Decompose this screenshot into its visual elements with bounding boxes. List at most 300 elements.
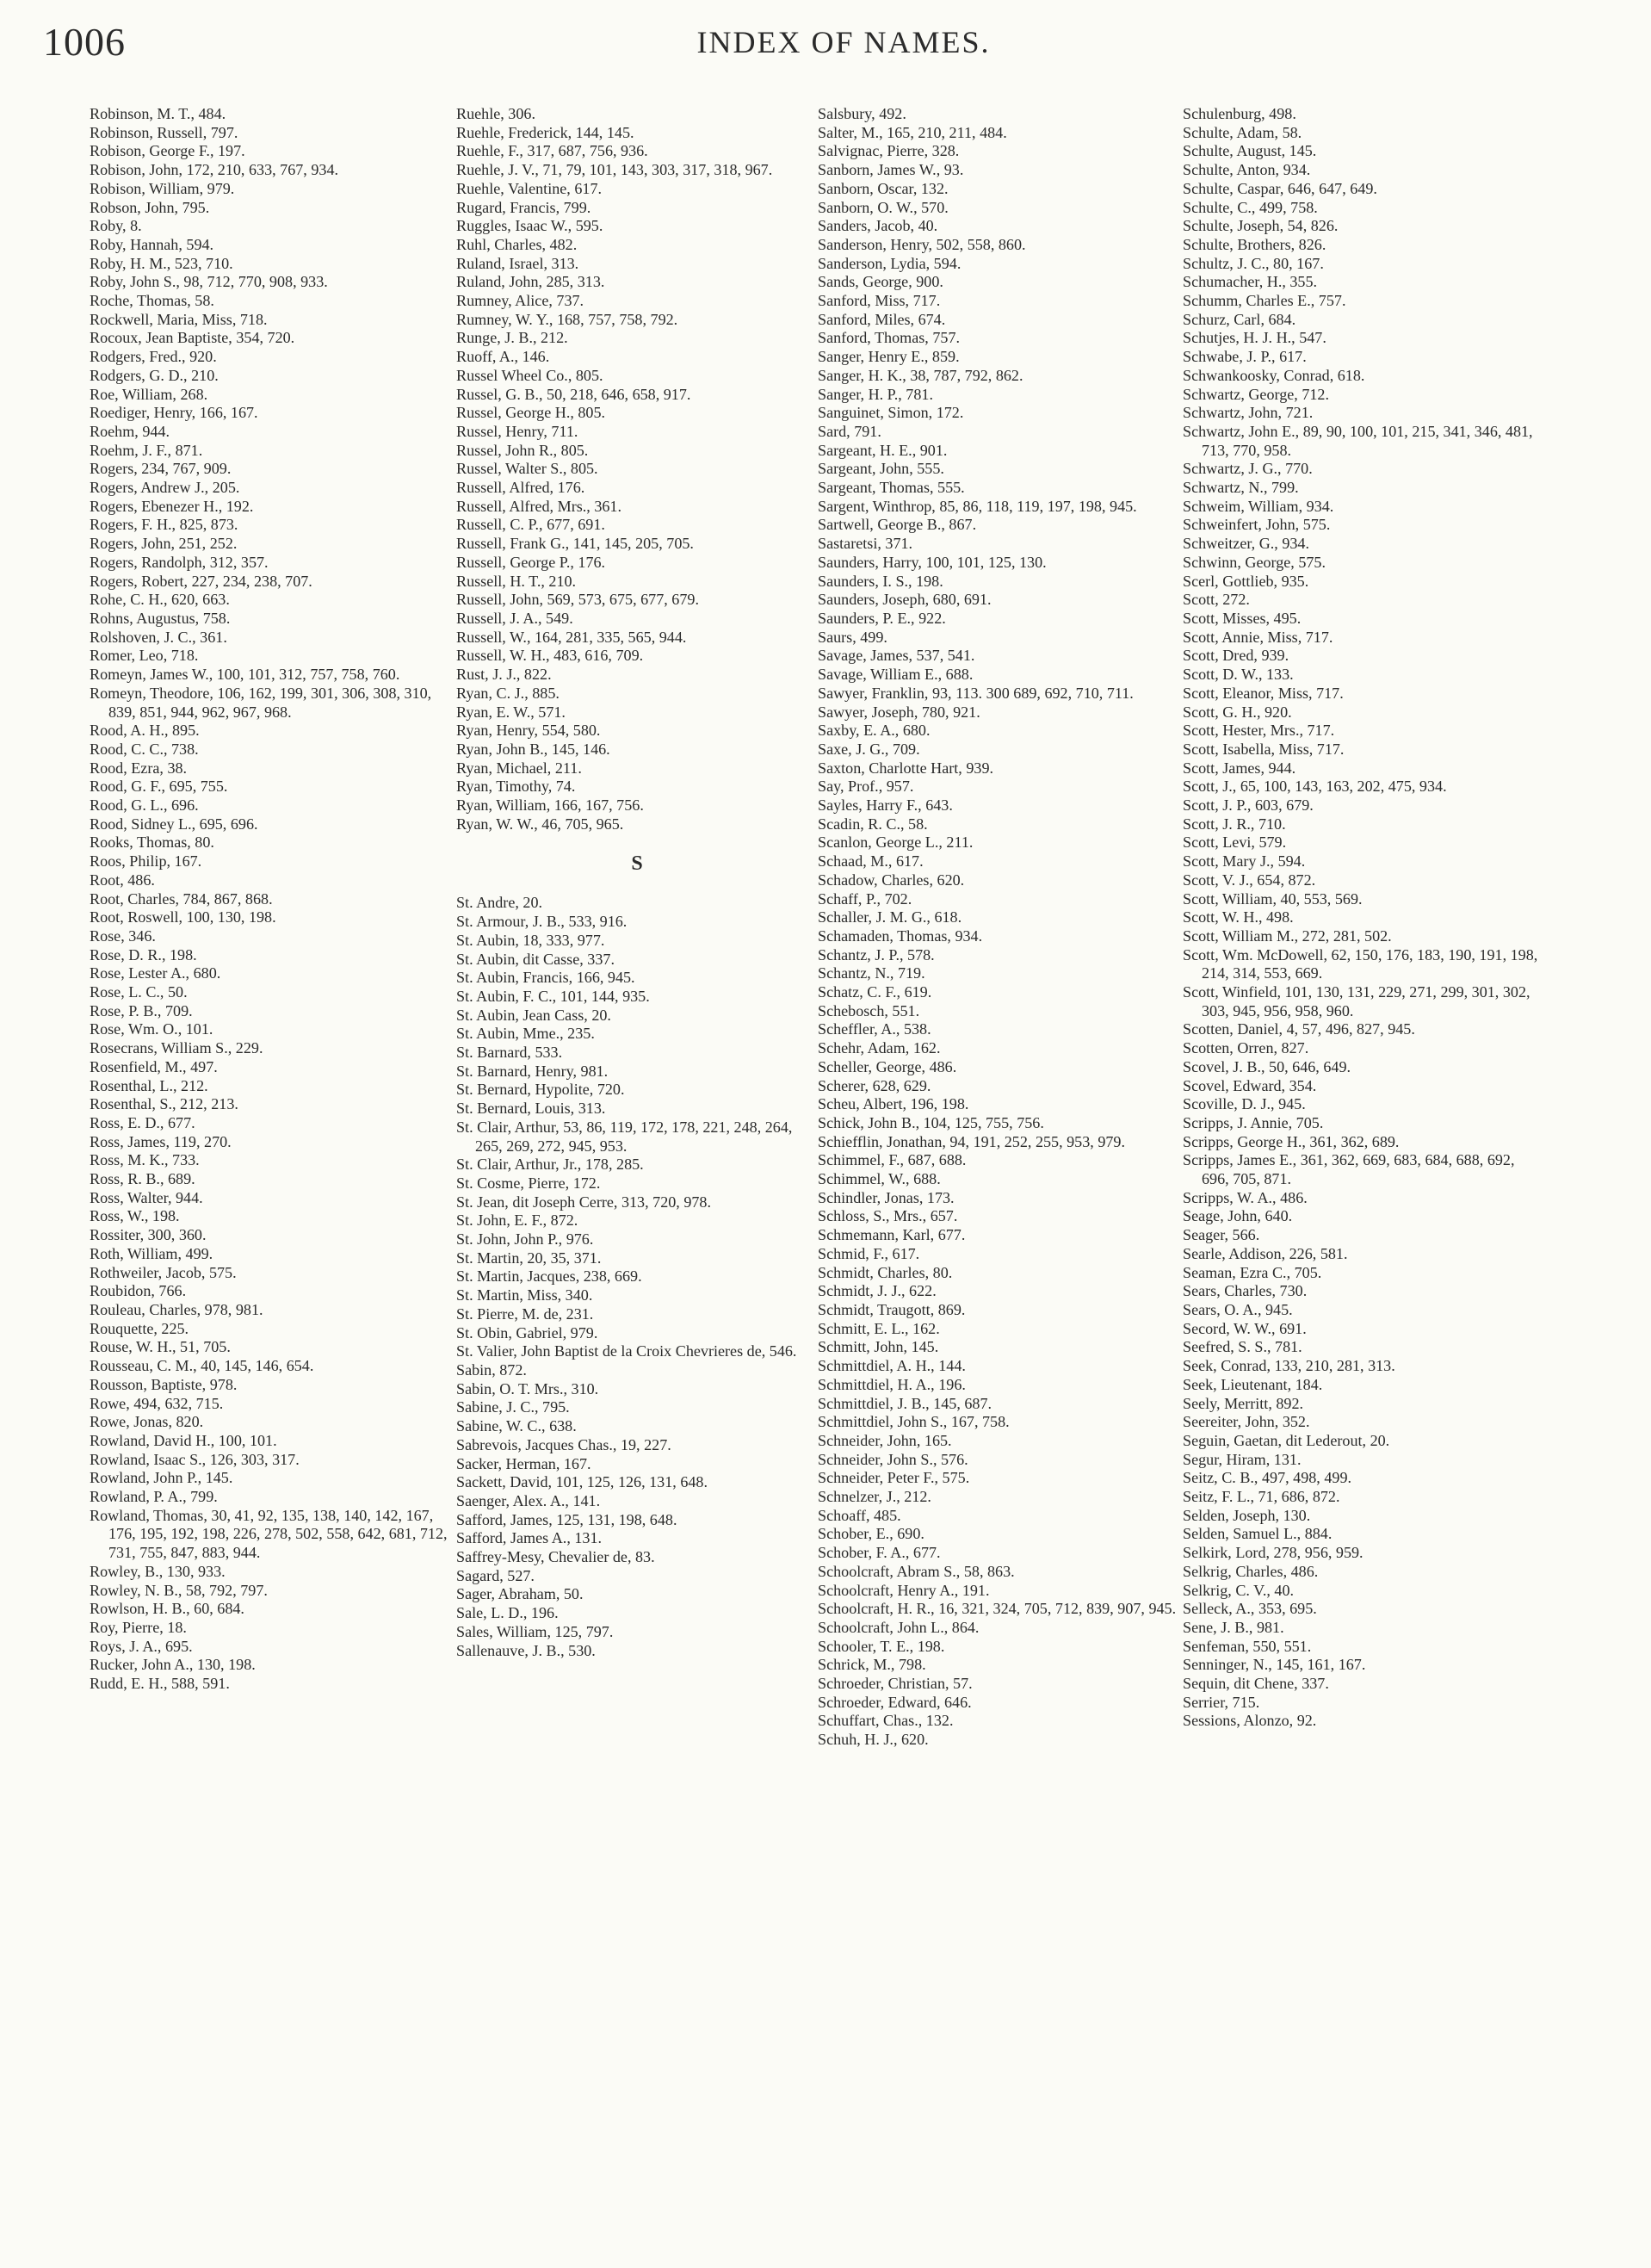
index-entry: Rowe, Jonas, 820. xyxy=(90,1413,204,1431)
index-entry: Schweim, William, 934. xyxy=(1183,497,1334,515)
index-entry: Schehr, Adam, 162. xyxy=(818,1039,941,1057)
index-entry: St. Clair, Arthur, Jr., 178, 285. xyxy=(456,1156,644,1174)
index-entry: Rowland, P. A., 799. xyxy=(90,1488,218,1506)
index-entry: Roos, Philip, 167. xyxy=(90,852,202,871)
index-entry: Scott, G. H., 920. xyxy=(1183,703,1292,721)
index-entry: Schwartz, John, 721. xyxy=(1183,404,1314,422)
index-entry: Ruehle, Frederick, 144, 145. xyxy=(456,123,634,141)
index-entry: Seage, John, 640. xyxy=(1183,1207,1293,1225)
index-entry: Scovel, J. B., 50, 646, 649. xyxy=(1183,1057,1351,1075)
index-entry: St. Aubin, 18, 333, 977. xyxy=(456,931,605,949)
index-entry: Russel Wheel Co., 805. xyxy=(456,366,603,384)
index-entry: Rockwell, Maria, Miss, 718. xyxy=(90,310,268,328)
index-entry: Scripps, George H., 361, 362, 689. xyxy=(1183,1132,1400,1150)
index-entry: Schloss, S., Mrs., 657. xyxy=(818,1207,958,1225)
index-entry: Scott, Wm. McDowell, 62, 150, 176, 183, 190, 191, 198, 214, 314, 553, 669. xyxy=(1183,945,1538,982)
index-entry: Russell, Frank G., 141, 145, 205, 705. xyxy=(456,535,694,553)
index-entry: Schweitzer, G., 934. xyxy=(1183,535,1310,553)
index-entry: Schmid, F., 617. xyxy=(818,1244,920,1262)
index-entry: Rowe, 494, 632, 715. xyxy=(90,1394,224,1412)
index-entry: Schadow, Charles, 620. xyxy=(818,871,965,889)
index-entry: Roe, William, 268. xyxy=(90,385,208,403)
index-entry: Schamaden, Thomas, 934. xyxy=(818,926,983,945)
index-entry: Schwankoosky, Conrad, 618. xyxy=(1183,366,1365,384)
index-entry: Rowlson, H. B., 60, 684. xyxy=(90,1600,244,1618)
index-entry: St. Pierre, M. de, 231. xyxy=(456,1304,594,1323)
index-entry: Schroeder, Christian, 57. xyxy=(818,1675,973,1693)
index-entry: Rodgers, Fred., 920. xyxy=(90,348,217,366)
index-entry: Segur, Hiram, 131. xyxy=(1183,1450,1302,1468)
index-entry: Scotten, Daniel, 4, 57, 496, 827, 945. xyxy=(1183,1020,1415,1038)
index-entry: Schroeder, Edward, 646. xyxy=(818,1693,972,1711)
index-entry: Russell, J. A., 549. xyxy=(456,609,573,627)
index-entry: Rossiter, 300, 360. xyxy=(90,1226,207,1244)
index-entry: Salsbury, 492. xyxy=(818,105,906,122)
index-entry: Russel, George H., 805. xyxy=(456,404,606,422)
index-entry: Romer, Leo, 718. xyxy=(90,647,199,665)
index-entry: Rodgers, G. D., 210. xyxy=(90,366,219,384)
index-entry: Sanger, H. K., 38, 787, 792, 862. xyxy=(818,366,1023,384)
index-entry: Schwinn, George, 575. xyxy=(1183,553,1326,571)
index-entry: St. Aubin, Francis, 166, 945. xyxy=(456,969,635,987)
index-entry: Sayles, Harry F., 643. xyxy=(818,796,953,815)
index-entry: Schober, F. A., 677. xyxy=(818,1544,941,1562)
index-entry: Schiefflin, Jonathan, 94, 191, 252, 255, 953, 979. xyxy=(818,1132,1125,1150)
index-entry: St. Martin, 20, 35, 371. xyxy=(456,1249,602,1267)
index-entry: Rugard, Francis, 799. xyxy=(456,198,591,216)
index-entry: Scherer, 628, 629. xyxy=(818,1076,931,1094)
index-entry: Sager, Abraham, 50. xyxy=(456,1585,584,1603)
index-entry: Saunders, I. S., 198. xyxy=(818,572,943,590)
index-entry: Seely, Merritt, 892. xyxy=(1183,1394,1304,1412)
index-entry: Saunders, Harry, 100, 101, 125, 130. xyxy=(818,553,1047,571)
index-entry: Ruoff, A., 146. xyxy=(456,348,550,366)
index-entry: Schatz, C. F., 619. xyxy=(818,983,932,1001)
index-entry: Roby, Hannah, 594. xyxy=(90,235,214,253)
index-entry: Sagard, 527. xyxy=(456,1566,535,1584)
index-entry: Scott, J. P., 603, 679. xyxy=(1183,796,1314,815)
index-entry: Russell, H. T., 210. xyxy=(456,572,577,590)
index-entry: Ruehle, J. V., 71, 79, 101, 143, 303, 317, 318, 967. xyxy=(456,161,773,179)
index-entry: Rosenfield, M., 497. xyxy=(90,1057,218,1075)
index-entry: Ross, M. K., 733. xyxy=(90,1151,200,1169)
index-entry: Rose, L. C., 50. xyxy=(90,983,188,1001)
index-entry: Schimmel, W., 688. xyxy=(818,1170,941,1188)
index-entry: Sears, O. A., 945. xyxy=(1183,1301,1293,1318)
index-entry: Schweinfert, John, 575. xyxy=(1183,516,1331,534)
index-entry: Schmittdiel, A. H., 144. xyxy=(818,1357,966,1375)
index-entry: Ryan, John B., 145, 146. xyxy=(456,740,610,758)
index-entry: Rose, P. B., 709. xyxy=(90,1001,193,1019)
index-entry: Russel, Walter S., 805. xyxy=(456,460,598,478)
index-entry: Seager, 566. xyxy=(1183,1226,1260,1244)
index-entry: Seitz, C. B., 497, 498, 499. xyxy=(1183,1469,1352,1487)
index-entry: Sacker, Herman, 167. xyxy=(456,1454,591,1472)
index-entry: Sands, George, 900. xyxy=(818,273,943,291)
index-entry: Scerl, Gottlieb, 935. xyxy=(1183,572,1309,590)
index-entry: Schrick, M., 798. xyxy=(818,1656,926,1674)
index-entry: Russel, G. B., 50, 218, 646, 658, 917. xyxy=(456,385,691,403)
index-entry: Roby, 8. xyxy=(90,217,142,235)
index-entry: Ruggles, Isaac W., 595. xyxy=(456,217,603,235)
index-entry: Scovel, Edward, 354. xyxy=(1183,1076,1317,1094)
index-entry: Schaff, P., 702. xyxy=(818,889,912,908)
index-entry: Sanderson, Lydia, 594. xyxy=(818,254,962,272)
index-entry: Schulenburg, 498. xyxy=(1183,105,1296,122)
index-entry: Schaad, M., 617. xyxy=(818,852,924,871)
index-entry: Root, Charles, 784, 867, 868. xyxy=(90,889,273,908)
index-entry: Saunders, P. E., 922. xyxy=(818,609,946,627)
index-entry: Scott, Winfield, 101, 130, 131, 229, 271, 299, 301, 302, 303, 945, 956, 958, 960. xyxy=(1183,983,1530,1019)
index-entry: Senninger, N., 145, 161, 167. xyxy=(1183,1656,1366,1674)
index-entry: Ross, R. B., 689. xyxy=(90,1170,195,1188)
index-entry: Sastaretsi, 371. xyxy=(818,535,913,553)
index-entry: Schumm, Charles E., 757. xyxy=(1183,292,1346,310)
index-entry: Russel, Henry, 711. xyxy=(456,422,578,440)
index-entry: Seitz, F. L., 71, 686, 872. xyxy=(1183,1488,1340,1506)
index-entry: Russell, W. H., 483, 616, 709. xyxy=(456,647,644,665)
index-column-1 xyxy=(90,105,451,1694)
index-entry: Say, Prof., 957. xyxy=(818,778,914,796)
index-entry: Schulte, C., 499, 758. xyxy=(1183,198,1318,216)
index-entry: Schmidt, Traugott, 869. xyxy=(818,1301,966,1318)
running-title: INDEX OF NAMES. xyxy=(696,25,991,59)
index-entry: Scripps, J. Annie, 705. xyxy=(1183,1113,1324,1131)
index-entry: Schantz, N., 719. xyxy=(818,964,925,982)
index-entry: Ruland, Israel, 313. xyxy=(456,254,579,272)
index-entry: Scoville, D. J., 945. xyxy=(1183,1095,1306,1113)
index-entry: Ryan, C. J., 885. xyxy=(456,684,560,702)
index-entry: Rudd, E. H., 588, 591. xyxy=(90,1675,230,1693)
index-entry: Rucker, John A., 130, 198. xyxy=(90,1656,256,1674)
index-entry: Scott, Misses, 495. xyxy=(1183,609,1302,627)
index-entry: Schulte, Joseph, 54, 826. xyxy=(1183,217,1339,235)
index-entry: Selkrig, Charles, 486. xyxy=(1183,1562,1319,1580)
index-entry: St. Valier, John Baptist de la Croix Chevrieres de, 546. xyxy=(456,1342,797,1360)
index-entry: Scadin, R. C., 58. xyxy=(818,815,928,833)
index-entry: Romeyn, James W., 100, 101, 312, 757, 758, 760. xyxy=(90,666,400,684)
index-entry: St. Martin, Jacques, 238, 669. xyxy=(456,1267,642,1286)
index-entry: Schooler, T. E., 198. xyxy=(818,1637,945,1655)
index-entry: Robison, George F., 197. xyxy=(90,142,245,160)
index-entry: Schmemann, Karl, 677. xyxy=(818,1226,966,1244)
index-entry: Rosecrans, William S., 229. xyxy=(90,1039,263,1057)
index-entry: Schoolcraft, Abram S., 58, 863. xyxy=(818,1562,1015,1580)
index-entry: Rolshoven, J. C., 361. xyxy=(90,628,227,646)
index-entry: Sanborn, James W., 93. xyxy=(818,161,964,179)
index-entry: Robson, John, 795. xyxy=(90,198,210,216)
index-entry: Schneider, Peter F., 575. xyxy=(818,1469,970,1487)
index-entry: Saffrey-Mesy, Chevalier de, 83. xyxy=(456,1548,655,1566)
index-entry: Serrier, 715. xyxy=(1183,1693,1260,1711)
index-entry: Scripps, James E., 361, 362, 669, 683, 684, 688, 692, 696, 705, 871. xyxy=(1183,1151,1515,1188)
index-entry: Sears, Charles, 730. xyxy=(1183,1282,1308,1300)
index-entry: Rust, J. J., 822. xyxy=(456,666,552,684)
index-entry: St. Andre, 20. xyxy=(456,894,543,912)
index-entry: Rogers, Randolph, 312, 357. xyxy=(90,553,269,571)
index-entry: St. Obin, Gabriel, 979. xyxy=(456,1323,598,1342)
index-entry: St. Bernard, Louis, 313. xyxy=(456,1100,606,1118)
index-entry: Scott, Levi, 579. xyxy=(1183,833,1287,852)
index-entry: Sabrevois, Jacques Chas., 19, 227. xyxy=(456,1435,671,1453)
index-entry: Roche, Thomas, 58. xyxy=(90,292,214,310)
index-entry: Scott, William, 40, 553, 569. xyxy=(1183,889,1363,908)
index-entry: Sartwell, George B., 867. xyxy=(818,516,977,534)
index-entry: Schulte, August, 145. xyxy=(1183,142,1317,160)
index-entry: Scott, Isabella, Miss, 717. xyxy=(1183,740,1345,758)
index-entry: Sawyer, Joseph, 780, 921. xyxy=(818,703,980,721)
index-entry: Schober, E., 690. xyxy=(818,1525,924,1543)
index-entry: Schoolcraft, H. R., 16, 321, 324, 705, 712, 839, 907, 945. xyxy=(818,1600,1177,1618)
index-entry: Sene, J. B., 981. xyxy=(1183,1618,1284,1636)
index-entry: Schwartz, N., 799. xyxy=(1183,479,1299,497)
index-entry: Schuffart, Chas., 132. xyxy=(818,1712,954,1730)
index-entry: Safford, James A., 131. xyxy=(456,1529,603,1547)
index-entry: Scott, Dred, 939. xyxy=(1183,647,1289,665)
index-entry: Scott, Hester, Mrs., 717. xyxy=(1183,722,1335,740)
index-entry: Sanborn, O. W., 570. xyxy=(818,198,949,216)
index-entry: Robison, William, 979. xyxy=(90,179,235,197)
index-entry: Rood, G. F., 695, 755. xyxy=(90,778,228,796)
index-entry: Rooks, Thomas, 80. xyxy=(90,833,214,852)
index-entry: Sanger, H. P., 781. xyxy=(818,385,933,403)
index-entry: Seek, Lieutenant, 184. xyxy=(1183,1375,1323,1393)
index-entry: Rose, D. R., 198. xyxy=(90,945,197,964)
index-entry: Schultz, J. C., 80, 167. xyxy=(1183,254,1324,272)
index-column-4 xyxy=(1183,105,1544,1731)
index-entry: Roby, H. M., 523, 710. xyxy=(90,254,233,272)
index-entry: Sabine, W. C., 638. xyxy=(456,1417,577,1435)
index-entry: Sequin, dit Chene, 337. xyxy=(1183,1675,1329,1693)
index-entry: Sargeant, John, 555. xyxy=(818,460,944,478)
index-entry: Searle, Addison, 226, 581. xyxy=(1183,1244,1348,1262)
index-entry: Senfeman, 550, 551. xyxy=(1183,1637,1312,1655)
index-entry: Rowley, B., 130, 933. xyxy=(90,1562,226,1580)
index-entry: Roy, Pierre, 18. xyxy=(90,1618,187,1636)
index-entry: St. Aubin, Mme., 235. xyxy=(456,1025,595,1043)
index-entry: Rouleau, Charles, 978, 981. xyxy=(90,1301,263,1318)
index-entry: Selleck, A., 353, 695. xyxy=(1183,1600,1317,1618)
index-entry: Ross, Walter, 944. xyxy=(90,1188,203,1206)
index-entry: Sallenauve, J. B., 530. xyxy=(456,1641,596,1659)
index-entry: Savage, James, 537, 541. xyxy=(818,647,975,665)
index-entry: Sessions, Alonzo, 92. xyxy=(1183,1712,1317,1730)
index-entry: St. Jean, dit Joseph Cerre, 313, 720, 978. xyxy=(456,1193,712,1211)
index-entry: Romeyn, Theodore, 106, 162, 199, 301, 306, 308, 310, 839, 851, 944, 962, 967, 968. xyxy=(90,684,432,721)
index-entry: Saunders, Joseph, 680, 691. xyxy=(818,591,992,609)
index-entry: Ruehle, Valentine, 617. xyxy=(456,179,603,197)
index-entry: Sargent, Winthrop, 85, 86, 118, 119, 197, 198, 945. xyxy=(818,497,1137,515)
index-entry: St. Barnard, Henry, 981. xyxy=(456,1062,609,1080)
index-entry: Scott, Annie, Miss, 717. xyxy=(1183,628,1333,646)
index-entry: St. Cosme, Pierre, 172. xyxy=(456,1174,601,1192)
index-entry: Russell, C. P., 677, 691. xyxy=(456,516,605,534)
index-column-2 xyxy=(456,105,818,1660)
index-entry: Rouquette, 225. xyxy=(90,1319,189,1337)
index-entry: Saurs, 499. xyxy=(818,628,887,646)
index-entry: Rothweiler, Jacob, 575. xyxy=(90,1263,237,1281)
index-entry: Robinson, Russell, 797. xyxy=(90,123,238,141)
index-entry: Scheffler, A., 538. xyxy=(818,1020,931,1038)
index-entry: Scott, Mary J., 594. xyxy=(1183,852,1306,871)
index-entry: St. Martin, Miss, 340. xyxy=(456,1286,593,1304)
index-entry: Saxby, E. A., 680. xyxy=(818,722,931,740)
index-entry: Rohe, C. H., 620, 663. xyxy=(90,591,230,609)
index-entry: Scott, Eleanor, Miss, 717. xyxy=(1183,684,1344,702)
index-entry: Schulte, Brothers, 826. xyxy=(1183,235,1326,253)
index-entry: St. John, E. F., 872. xyxy=(456,1211,578,1230)
index-entry: Ross, E. D., 677. xyxy=(90,1113,195,1131)
index-entry: Schmittdiel, J. B., 145, 687. xyxy=(818,1394,992,1412)
index-entry: Sargeant, H. E., 901. xyxy=(818,441,948,459)
section-letter-heading: S xyxy=(631,852,643,876)
index-entry: Schutjes, H. J. H., 547. xyxy=(1183,329,1326,347)
index-entry: Schulte, Adam, 58. xyxy=(1183,123,1302,141)
index-entry: Rogers, 234, 767, 909. xyxy=(90,460,232,478)
index-entry: Russell, George P., 176. xyxy=(456,553,606,571)
index-entry: Ryan, E. W., 571. xyxy=(456,703,566,721)
index-entry: Roth, William, 499. xyxy=(90,1244,213,1262)
index-entry: Ruehle, F., 317, 687, 756, 936. xyxy=(456,142,648,160)
index-entry: Schoolcraft, John L., 864. xyxy=(818,1618,980,1636)
index-entry: Ryan, Henry, 554, 580. xyxy=(456,722,601,740)
index-entry: Selkrig, C. V., 40. xyxy=(1183,1581,1295,1599)
index-entry: Selden, Samuel L., 884. xyxy=(1183,1525,1333,1543)
index-entry: Schindler, Jonas, 173. xyxy=(818,1188,955,1206)
index-entry: Schulte, Caspar, 646, 647, 649. xyxy=(1183,179,1377,197)
index-entry: Sabin, O. T. Mrs., 310. xyxy=(456,1379,599,1397)
index-entry: Seereiter, John, 352. xyxy=(1183,1413,1310,1431)
index-entry: Scott, 272. xyxy=(1183,591,1250,609)
index-entry: Schmitt, John, 145. xyxy=(818,1338,939,1356)
index-entry: Sargeant, Thomas, 555. xyxy=(818,479,965,497)
index-entry: Schebosch, 551. xyxy=(818,1001,920,1019)
index-entry: Rousseau, C. M., 40, 145, 146, 654. xyxy=(90,1357,314,1375)
index-entry: Rowley, N. B., 58, 792, 797. xyxy=(90,1581,268,1599)
index-entry: Scott, W. H., 498. xyxy=(1183,908,1294,926)
index-entry: Sanborn, Oscar, 132. xyxy=(818,179,949,197)
index-entry: Secord, W. W., 691. xyxy=(1183,1319,1307,1337)
page-number: 1006 xyxy=(43,20,126,64)
index-entry: Ryan, Timothy, 74. xyxy=(456,778,576,796)
index-entry: Schick, John B., 104, 125, 755, 756. xyxy=(818,1113,1044,1131)
index-entry: Russell, John, 569, 573, 675, 677, 679. xyxy=(456,591,699,609)
index-entry: Saxton, Charlotte Hart, 939. xyxy=(818,759,994,777)
index-entry: Schmitt, E. L., 162. xyxy=(818,1319,940,1337)
index-entry: Russel, John R., 805. xyxy=(456,441,589,459)
index-entry: Scotten, Orren, 827. xyxy=(1183,1039,1309,1057)
index-entry: Ruland, John, 285, 313. xyxy=(456,273,605,291)
index-entry: Ryan, William, 166, 167, 756. xyxy=(456,796,644,815)
index-entry: Roediger, Henry, 166, 167. xyxy=(90,404,258,422)
index-entry: St. Barnard, 533. xyxy=(456,1044,563,1062)
index-entry: Rogers, Robert, 227, 234, 238, 707. xyxy=(90,572,312,590)
index-entry: Seek, Conrad, 133, 210, 281, 313. xyxy=(1183,1357,1395,1375)
index-entry: Saxe, J. G., 709. xyxy=(818,740,920,758)
index-entry: Schoaff, 485. xyxy=(818,1506,901,1524)
index-entry: Scanlon, George L., 211. xyxy=(818,833,974,852)
index-entry: Rosenthal, S., 212, 213. xyxy=(90,1095,238,1113)
index-entry: Schwartz, John E., 89, 90, 100, 101, 215, 341, 346, 481, 713, 770, 958. xyxy=(1183,422,1533,459)
index-entry: Sanger, Henry E., 859. xyxy=(818,348,960,366)
index-entry: Scott, James, 944. xyxy=(1183,759,1296,777)
index-entry: Rogers, F. H., 825, 873. xyxy=(90,516,238,534)
index-entry: Rose, 346. xyxy=(90,926,156,945)
index-entry: Sanguinet, Simon, 172. xyxy=(818,404,964,422)
index-entry: Russell, Alfred, Mrs., 361. xyxy=(456,497,621,515)
index-column-3 xyxy=(818,105,1179,1750)
index-entry: Schaller, J. M. G., 618. xyxy=(818,908,962,926)
index-entry: Scheller, George, 486. xyxy=(818,1057,957,1075)
index-entry: Ryan, Michael, 211. xyxy=(456,759,582,777)
index-entry: Rood, G. L., 696. xyxy=(90,796,199,815)
index-entry: Rood, C. C., 738. xyxy=(90,740,199,758)
index-entry: Rose, Wm. O., 101. xyxy=(90,1020,213,1038)
index-entry: Rousson, Baptiste, 978. xyxy=(90,1375,238,1393)
index-entry: Schumacher, H., 355. xyxy=(1183,273,1318,291)
index-entry: Schwabe, J. P., 617. xyxy=(1183,348,1307,366)
index-entry: Roby, John S., 98, 712, 770, 908, 933. xyxy=(90,273,328,291)
index-entry: Schimmel, F., 687, 688. xyxy=(818,1151,967,1169)
index-entry: Schmidt, Charles, 80. xyxy=(818,1263,953,1281)
index-entry: Scott, V. J., 654, 872. xyxy=(1183,871,1316,889)
index-entry: Rouse, W. H., 51, 705. xyxy=(90,1338,231,1356)
index-entry: Rood, Ezra, 38. xyxy=(90,759,188,777)
index-entry: Sanders, Jacob, 40. xyxy=(818,217,938,235)
index-entry: Sanford, Miss, 717. xyxy=(818,292,941,310)
index-entry: Sale, L. D., 196. xyxy=(456,1604,559,1622)
index-entry: St. Bernard, Hypolite, 720. xyxy=(456,1081,625,1099)
index-entry: Rowland, Thomas, 30, 41, 92, 135, 138, 140, 142, 167, 176, 195, 192, 198, 226, 278, 502, 558, 642, 681, 712, 731, 755, 847, 883, 944. xyxy=(90,1506,448,1562)
index-entry: Rowland, Isaac S., 126, 303, 317. xyxy=(90,1450,300,1468)
index-entry: Savage, William E., 688. xyxy=(818,666,974,684)
index-entry: Ross, James, 119, 270. xyxy=(90,1132,232,1150)
index-entry: Roubidon, 766. xyxy=(90,1282,187,1300)
index-entry: Schneider, John S., 576. xyxy=(818,1450,968,1468)
index-entry: Schulte, Anton, 934. xyxy=(1183,161,1311,179)
index-entry: Rosenthal, L., 212. xyxy=(90,1076,208,1094)
index-entry: Seaman, Ezra C., 705. xyxy=(1183,1263,1322,1281)
page-header xyxy=(43,19,1584,71)
index-entry: Seefred, S. S., 781. xyxy=(1183,1338,1302,1356)
index-entry: St. Aubin, F. C., 101, 144, 935. xyxy=(456,987,650,1005)
index-entry: Schurz, Carl, 684. xyxy=(1183,310,1296,328)
index-entry: Scheu, Albert, 196, 198. xyxy=(818,1095,969,1113)
index-entry: Sanford, Thomas, 757. xyxy=(818,329,961,347)
index-entry: Roys, J. A., 695. xyxy=(90,1637,193,1655)
index-entry: Seguin, Gaetan, dit Lederout, 20. xyxy=(1183,1431,1390,1449)
index-entry: Rowland, David H., 100, 101. xyxy=(90,1431,277,1449)
index-entry: Roehm, J. F., 871. xyxy=(90,441,203,459)
index-entry: Robison, John, 172, 210, 633, 767, 934. xyxy=(90,161,339,179)
index-entry: Rohns, Augustus, 758. xyxy=(90,609,231,627)
index-entry: Schoolcraft, Henry A., 191. xyxy=(818,1581,990,1599)
index-entry: Rumney, W. Y., 168, 757, 758, 792. xyxy=(456,310,678,328)
index-entry: Rood, A. H., 895. xyxy=(90,722,200,740)
index-entry: Root, 486. xyxy=(90,871,155,889)
index-entry: St. John, John P., 976. xyxy=(456,1230,594,1249)
index-entry: Ryan, W. W., 46, 705, 965. xyxy=(456,815,624,833)
index-entry: Sabin, 872. xyxy=(456,1361,527,1379)
index-entry: Sanderson, Henry, 502, 558, 860. xyxy=(818,235,1026,253)
index-entry: Sard, 791. xyxy=(818,422,881,440)
index-entry: Salvignac, Pierre, 328. xyxy=(818,142,960,160)
index-entry: Sales, William, 125, 797. xyxy=(456,1622,614,1640)
index-entry: Schwartz, George, 712. xyxy=(1183,385,1329,403)
index-entry: Schwartz, J. G., 770. xyxy=(1183,460,1313,478)
index-entry: Runge, J. B., 212. xyxy=(456,329,568,347)
index-entry: Rumney, Alice, 737. xyxy=(456,292,584,310)
